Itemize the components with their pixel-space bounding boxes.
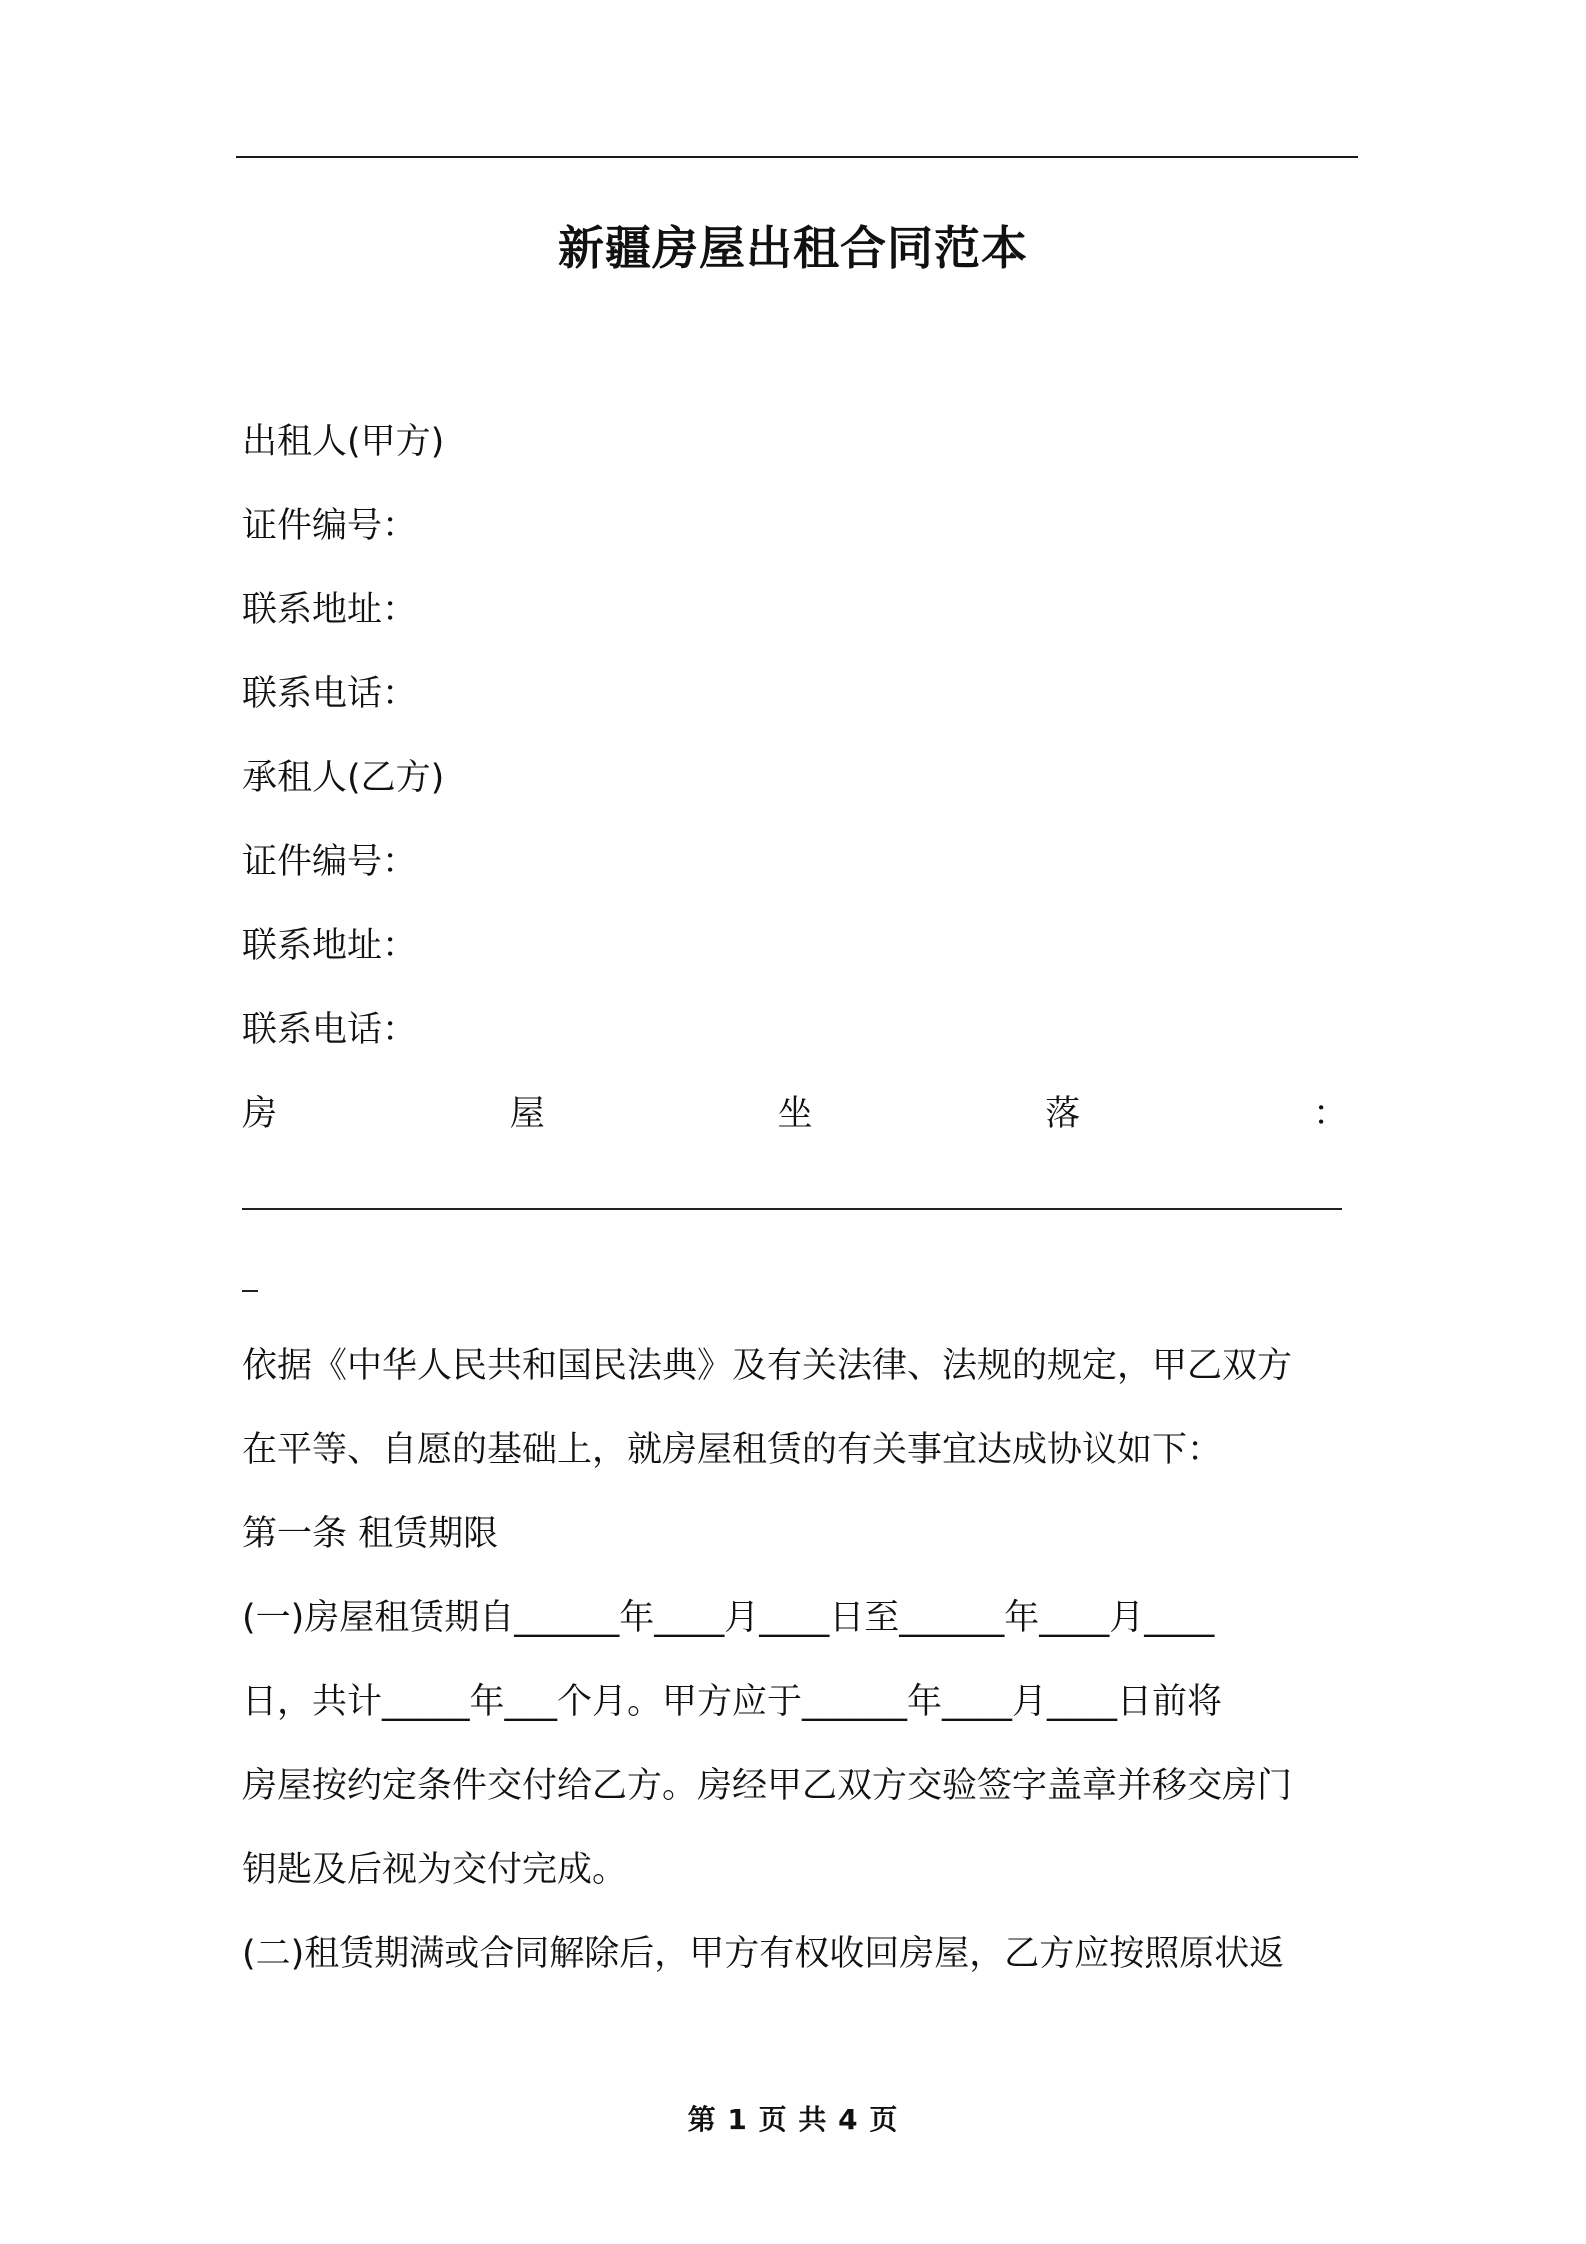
lessee-address-label: 联系地址：: [242, 926, 418, 966]
location-char: 屋: [509, 1094, 545, 1134]
lessor-id-label: 证件编号：: [242, 506, 418, 546]
location-blank-line: [242, 1156, 1356, 1240]
clause-line: (一)房屋租赁期自______年____月____日至______年____月____: [242, 1598, 1215, 1638]
document-title: 新疆房屋出租合同范本: [558, 221, 1028, 275]
property-location-label: [242, 1072, 1356, 1156]
article-heading: 第一条 租赁期限: [242, 1514, 499, 1554]
clause-line: 日，共计_____年___个月。甲方应于______年____月____日前将: [242, 1682, 1223, 1722]
document-body: [242, 400, 1356, 1996]
clause-line: 房屋按约定条件交付给乙方。房经甲乙双方交验签字盖章并移交房门: [242, 1766, 1293, 1806]
lessor-phone-label: 联系电话：: [242, 674, 418, 714]
location-blank-line-end: [242, 1240, 1356, 1324]
blank-rule-short: [242, 1290, 258, 1292]
clause-line: (二)租赁期满或合同解除后，甲方有权收回房屋，乙方应按照原状返: [242, 1934, 1285, 1974]
location-char: 房: [242, 1094, 278, 1134]
location-char: 坐: [777, 1094, 813, 1134]
lessee-phone-label: 联系电话：: [242, 1010, 418, 1050]
blank-rule: [242, 1208, 1342, 1210]
preamble-line: 在平等、自愿的基础上，就房屋租赁的有关事宜达成协议如下：: [242, 1430, 1223, 1470]
location-char: 落: [1045, 1094, 1081, 1134]
clause-line: 钥匙及后视为交付完成。: [242, 1850, 628, 1890]
location-char: ：: [1312, 1094, 1348, 1134]
page-footer: 第 1 页 共 4 页: [687, 2103, 899, 2136]
preamble-line: 依据《中华人民共和国民法典》及有关法律、法规的规定，甲乙双方: [242, 1346, 1293, 1386]
lessor-label: 出租人(甲方): [242, 422, 445, 462]
lessee-id-label: 证件编号：: [242, 842, 418, 882]
lessee-label: 承租人(乙方): [242, 758, 445, 798]
lessor-address-label: 联系地址：: [242, 590, 418, 630]
header-rule: [236, 156, 1358, 158]
